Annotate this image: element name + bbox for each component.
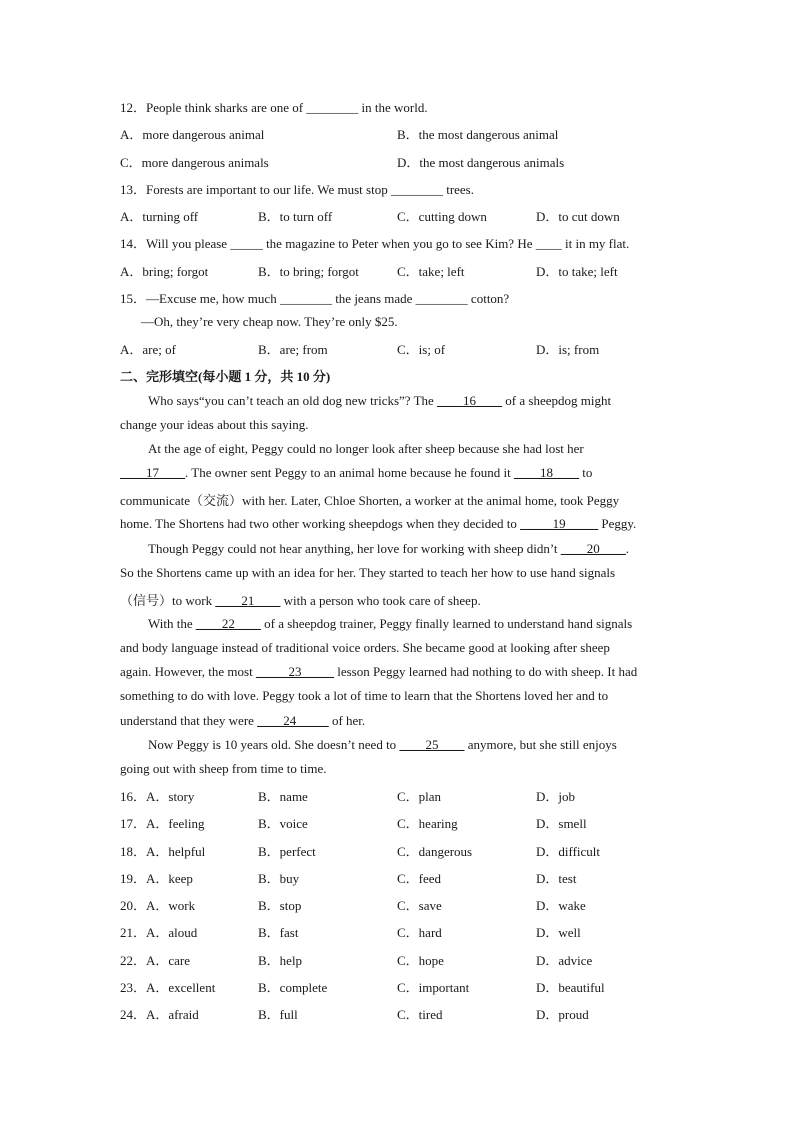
passage-p3-line2: So the Shortens came up with an idea for her. They started to teach her how to use hand signals [120, 565, 616, 580]
q12-option-b: B．the most dangerous animal [397, 127, 559, 142]
blank-19: _____19_____ [520, 516, 599, 531]
blank-25: ____25____ [399, 737, 465, 752]
passage-p5-line1 [148, 737, 617, 753]
q12-option-c: C．more dangerous animals [120, 155, 269, 170]
choice-option: C．important [397, 980, 470, 995]
choice-option: B．full [258, 1007, 298, 1022]
choice-option: 20．A．work [120, 898, 196, 913]
choice-option: 18．A．helpful [120, 844, 206, 859]
q14-option-b: B．to bring; forgot [258, 264, 359, 279]
q13-stem: 13．Forests are important to our life. We must stop ________ trees. [120, 182, 474, 197]
text-run: of a sheepdog trainer, Peggy finally learned to understand hand signals [260, 616, 633, 631]
choice-option: C．hard [397, 925, 442, 940]
passage-p2-line3: communicate（交流）with her. Later, Chloe Shorten, a worker at the animal home, took Peggy [120, 493, 620, 508]
blank-16: ____16____ [437, 393, 503, 408]
section-heading: 二、完形填空(每小题 1 分，共 10 分) [120, 369, 331, 384]
passage-p4-line4: something to do with love. Peggy took a lot of time to learn that the Shortens loved her and to [120, 688, 609, 703]
choice-option: C．hearing [397, 816, 458, 831]
choice-option: 22．A．care [120, 953, 191, 968]
q14-option-a: A．bring; forgot [120, 264, 209, 279]
passage-p4-line3 [120, 664, 637, 680]
q13-option-d: D．to cut down [536, 209, 620, 224]
q13-option-c: C．cutting down [397, 209, 487, 224]
passage-p1-line1 [148, 393, 611, 409]
choice-option: D．test [536, 871, 577, 886]
text-run: Now Peggy is 10 years old. She doesn’t need to [148, 737, 400, 752]
choice-option: 24．A．afraid [120, 1007, 199, 1022]
choice-option: 17．A．feeling [120, 816, 205, 831]
text-run: of her. [328, 713, 366, 728]
q13-option-b: B．to turn off [258, 209, 333, 224]
passage-p4-line2: and body language instead of traditional voice orders. She became good at looking after sheep [120, 640, 610, 655]
choice-option: C．plan [397, 789, 442, 804]
passage-p4-line1 [148, 616, 632, 632]
choice-option: C．feed [397, 871, 442, 886]
text-run: （信号）to work [120, 593, 216, 608]
passage-p1-line2: change your ideas about this saying. [120, 417, 309, 432]
q14-option-c: C．take; left [397, 264, 465, 279]
text-run: understand that they were [120, 713, 258, 728]
text-run: to [579, 465, 593, 480]
q15-option-c: C．is; of [397, 342, 446, 357]
text-run: Though Peggy could not hear anything, her love for working with sheep didn’t [148, 541, 561, 556]
passage-p5-line2: going out with sheep from time to time. [120, 761, 327, 776]
choice-option: C．save [397, 898, 442, 913]
choice-option: 16．A．story [120, 789, 195, 804]
q12-stem: 12．People think sharks are one of ________ in the world. [120, 100, 428, 115]
q15-option-b: B．are; from [258, 342, 328, 357]
choice-option: B．stop [258, 898, 302, 913]
choice-option: D．beautiful [536, 980, 605, 995]
blank-21: ____21____ [215, 593, 281, 608]
text-run: Peggy. [598, 516, 637, 531]
choice-option: B．perfect [258, 844, 316, 859]
choice-option: D．wake [536, 898, 586, 913]
q15-option-a: A．are; of [120, 342, 176, 357]
text-run: . [625, 541, 630, 556]
text-run: lesson Peggy learned had nothing to do with sheep. It had [333, 664, 638, 679]
blank-17: ____17____ [120, 465, 185, 480]
choice-option: D．smell [536, 816, 587, 831]
choice-option: B．complete [258, 980, 328, 995]
q15-option-d: D．is; from [536, 342, 600, 357]
q13-option-a: A．turning off [120, 209, 199, 224]
text-run: . The owner sent Peggy to an animal home because he found it [185, 465, 515, 480]
choice-option: D．well [536, 925, 581, 940]
q14-option-d: D．to take; left [536, 264, 618, 279]
q15-reply: —Oh, they’re very cheap now. They’re only $25. [141, 314, 398, 329]
blank-24: ____24_____ [257, 713, 329, 728]
choice-option: 19．A．keep [120, 871, 193, 886]
passage-p2-line4 [120, 516, 636, 532]
blank-18: ____18____ [514, 465, 580, 480]
choice-option: B．buy [258, 871, 300, 886]
text-run: of a sheepdog might [502, 393, 612, 408]
choice-option: D．advice [536, 953, 593, 968]
text-run: Who says“you can’t teach an old dog new tricks”? The [148, 393, 438, 408]
text-run: home. The Shortens had two other working sheepdogs when they decided to [120, 516, 521, 531]
q14-stem: 14．Will you please _____ the magazine to Peter when you go to see Kim? He ____ it in my flat. [120, 236, 630, 251]
text-run: again. However, the most [120, 664, 256, 679]
text-run: anymore, but she still enjoys [464, 737, 617, 752]
choice-option: B．fast [258, 925, 299, 940]
blank-23: _____23_____ [255, 664, 334, 679]
choice-option: B．name [258, 789, 308, 804]
choice-option: 23．A．excellent [120, 980, 216, 995]
passage-p3-line1 [148, 541, 629, 557]
passage-p2-line1: At the age of eight, Peggy could no longer look after sheep because she had lost her [148, 441, 584, 456]
choice-option: C．hope [397, 953, 444, 968]
choice-option: D．difficult [536, 844, 601, 859]
q15-stem: 15．—Excuse me, how much ________ the jeans made ________ cotton? [120, 291, 510, 306]
q12-option-a: A．more dangerous animal [120, 127, 265, 142]
passage-p2-line2 [120, 465, 592, 481]
passage-p4-line5 [120, 713, 365, 729]
choice-option: D．proud [536, 1007, 589, 1022]
choice-option: C．tired [397, 1007, 443, 1022]
text-run: with a person who took care of sheep. [280, 593, 481, 608]
choice-option: B．voice [258, 816, 308, 831]
choice-option: B．help [258, 953, 303, 968]
q12-option-d: D．the most dangerous animals [397, 155, 565, 170]
choice-option: D．job [536, 789, 576, 804]
text-run: With the [148, 616, 196, 631]
blank-22: ____22____ [195, 616, 261, 631]
blank-20: ____20____ [560, 541, 626, 556]
passage-p3-line3 [120, 590, 481, 609]
choice-option: 21．A．aloud [120, 925, 198, 940]
choice-option: C．dangerous [397, 844, 473, 859]
